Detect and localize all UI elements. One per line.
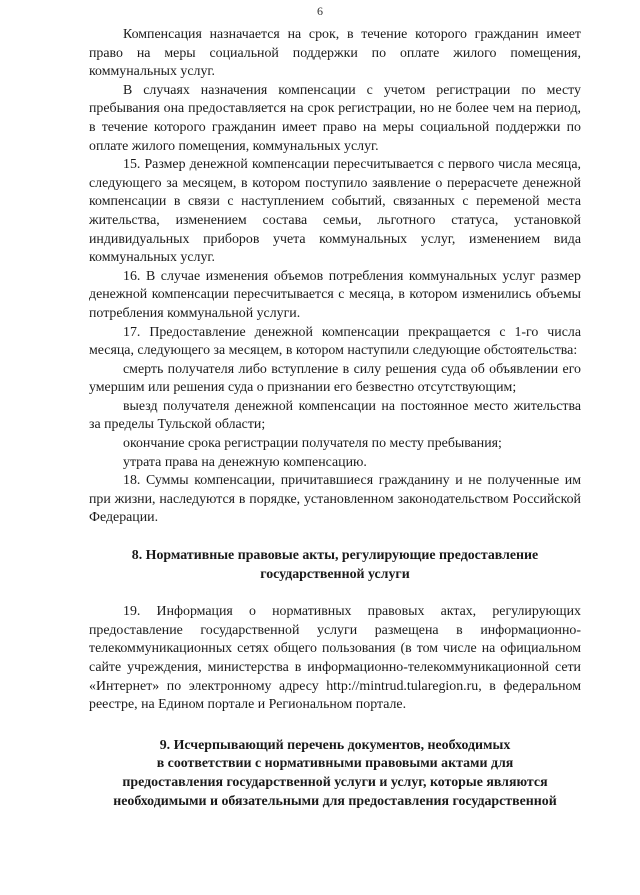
spacer	[89, 584, 581, 603]
paragraph-item-18: 18. Суммы компенсации, причитавшиеся гражданину и не полученные им при жизни, наследуются в порядке, установленном законодательством Российской Федерации.	[89, 473, 581, 526]
section-9-heading-line-4: необходимыми и обязательными для предоставления государственной	[113, 793, 557, 809]
paragraph-circumstance-loss-of-right: утрата права на денежную компенсацию.	[123, 454, 367, 470]
section-9-heading	[89, 737, 581, 811]
page-number: 6	[317, 4, 323, 18]
paragraph-registration-term: В случаях назначения компенсации с учетом регистрации по месту пребывания она предоставляется на срок регистрации, но не более чем на период, в течение которого гражданин имеет право на меры социальной поддержки по оплате жилого помещения, коммунальных услуг.	[89, 82, 581, 154]
section-8-heading-line-2: государственной услуги	[260, 566, 410, 582]
paragraph-circumstance-death: смерть получателя либо вступление в силу решения суда об объявлении его умершим или решения суда о признании его безвестно отсутствующим;	[89, 361, 581, 396]
section-9-heading-line-3: предоставления государственной услуги и услуг, которые являются	[122, 774, 548, 790]
section-9-heading-line-1: 9. Исчерпывающий перечень документов, необходимых	[159, 737, 511, 753]
spacer	[89, 715, 581, 737]
paragraph-item-17: 17. Предоставление денежной компенсации прекращается с 1-го числа месяца, следующего за месяцем, в котором наступили следующие обстоятельства:	[89, 324, 581, 359]
section-8-heading	[89, 547, 581, 584]
section-9-heading-line-2: в соответствии с нормативными правовыми актами для	[156, 756, 514, 772]
spacer	[89, 528, 581, 547]
paragraph-circumstance-registration-end: окончание срока регистрации получателя по месту пребывания;	[123, 436, 502, 452]
section-8-heading-line-1: 8. Нормативные правовые акты, регулирующие предоставление	[131, 548, 539, 564]
paragraph-compensation-term: Компенсация назначается на срок, в течение которого гражданин имеет право на меры социальной поддержки по оплате жилого помещения, коммунальных услуг.	[89, 27, 581, 80]
paragraph-item-15: 15. Размер денежной компенсации пересчитывается с первого числа месяца, следующего за месяцем, в котором поступило заявление о перерасчете денежной компенсации в связи с наступлением событий, связанных с переменой места жительства, изменением состава семьи, льготного статуса, установкой индивидуальных приборов учета коммунальных услуг, изменением вида коммунальных услуг.	[89, 157, 581, 266]
paragraph-item-16: 16. В случае изменения объемов потребления коммунальных услуг размер денежной компенсации пересчитывается с месяца, в котором изменились объемы потребления коммунальной услуги.	[89, 268, 581, 321]
paragraph-circumstance-departure: выезд получателя денежной компенсации на постоянное место жительства за пределы Тульской области;	[89, 398, 581, 433]
document-body	[89, 26, 581, 811]
paragraph-item-19: 19. Информация о нормативных правовых актах, регулирующих предоставление государственной услуги размещена в информационно-телекоммуникационных сетях общего пользования (в том числе на официальном сайте учреждения, министерства в информационно-телекоммуникационной сети «Интернет» по электронному адресу http://mintrud.tularegion.ru, в федеральном реестре, на Едином портале и Региональном портале.	[89, 604, 581, 713]
